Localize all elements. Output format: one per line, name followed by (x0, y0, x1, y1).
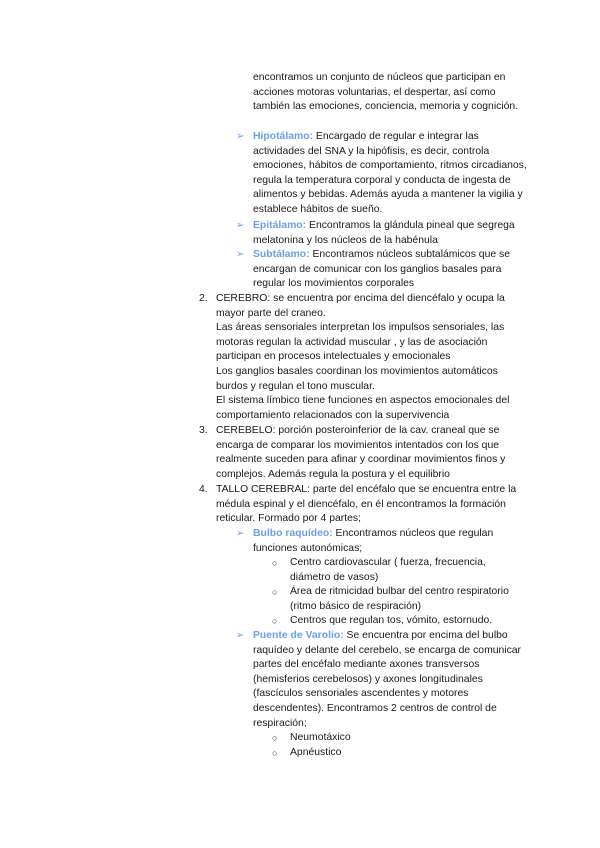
bulbo-subitem: Área de ritmicidad bulbar del centro respiratorio (ritmo básico de respiración) (290, 586, 509, 612)
subtalamo-text: Encontramos núcleos subtalámicos que se encargan de comunicar con los ganglios basales para regular los movimientos corporales (253, 249, 510, 290)
arrow-bullet-icon: ➢ (236, 630, 245, 641)
cerebro-line: Los ganglios basales coordinan los movimientos automáticos burdos y regulan el tono muscular. (216, 365, 498, 392)
talamo-continuation (253, 71, 533, 115)
subtalamo-item (253, 248, 523, 292)
epitalamo-term: Epitálamo: (253, 220, 307, 231)
hipotalamo-term: Hipotálamo: (253, 131, 314, 142)
arrow-bullet-icon: ➢ (236, 249, 245, 260)
puente-subitem: Apnéustico (290, 747, 342, 758)
cerebro-line: El sistema límbico tiene funciones en aspectos emocionales del comportamiento relacionados con la supervivencia (216, 395, 510, 421)
talamo-text: encontramos un conjunto de núcleos que participan en acciones motoras voluntarias, el despertar, así como también las emociones, conciencia, memoria y cognición. (253, 72, 519, 113)
cerebelo-item (216, 424, 532, 482)
bulbo-term: Bulbo raquídeo: (253, 528, 333, 539)
circle-bullet-icon: ○ (272, 748, 278, 758)
puente-item (253, 629, 528, 731)
circle-bullet-icon: ○ (272, 616, 278, 626)
circle-bullet-icon: ○ (272, 558, 278, 568)
arrow-bullet-icon: ➢ (236, 220, 245, 231)
cerebro-line: CEREBRO: se encuentra por encima del diencéfalo y ocupa la mayor parte del craneo. (216, 293, 505, 319)
circle-bullet-icon: ○ (272, 587, 278, 597)
hipotalamo-text: Encargado de regular e integrar las actividades del SNA y la hipófisis, es decir, controla emociones, hábitos de comportamiento, ritmos circadianos, regula la temperatura corporal y conducta de ingesta de alimentos y bebidas. Además ayuda a mantener la vigilia y establece hábitos de sueño. (253, 131, 527, 215)
item-number: 4. (199, 484, 208, 495)
puente-term: Puente de Varolio: (253, 630, 344, 641)
epitalamo-text: Encontramos la glándula pineal que segrega melatonina y los núcleos de la habénula (253, 220, 515, 246)
arrow-bullet-icon: ➢ (236, 131, 245, 142)
puente-text: Se encuentra por encima del bulbo raquídeo y delante del cerebelo, se encarga de comunicar partes del encéfalo mediante axones transversos (hemisferios cerebelosos) y axones longitudinales (fascículos sensoriales ascendentes y motores descendentes). Encontramos 2 centros de control de respiración; (253, 630, 522, 729)
tallo-item (216, 483, 532, 527)
subtalamo-term: Subtálamo: (253, 249, 310, 260)
tallo-text: TALLO CEREBRAL: parte del encéfalo que se encuentra entre la médula espinal y el diencéfalo, en él encontramos la formación reticular. Formado por 4 partes; (216, 484, 517, 525)
cerebro-item (216, 292, 532, 423)
cerebro-line: Las áreas sensoriales interpretan los impulsos sensoriales, las motoras regulan la actividad muscular , y las de asociación participan en procesos intelectuales y emocionales (216, 322, 505, 363)
circle-bullet-icon: ○ (272, 733, 278, 743)
item-number: 3. (199, 425, 208, 436)
puente-subitem: Neumotáxico (290, 732, 351, 743)
bulbo-item (253, 527, 528, 556)
bulbo-subitem: Centro cardiovascular ( fuerza, frecuencia, diámetro de vasos) (290, 557, 486, 583)
cerebelo-text: CEREBELO: porción posteroinferior de la cav. craneal que se encarga de comparar los movimientos intentados con los que realmente suceden para afinar y coordinar movimientos finos y complejos. Además regula la postura y el equilibrio (216, 425, 506, 480)
item-number: 2. (199, 293, 208, 304)
arrow-bullet-icon: ➢ (236, 528, 245, 539)
epitalamo-item (253, 219, 533, 248)
bulbo-text: Encontramos núcleos que regulan funciones autonómicas; (253, 528, 494, 554)
hipotalamo-item (253, 130, 533, 218)
bulbo-subitem: Centros que regulan tos, vómito, estornudo. (290, 615, 493, 626)
